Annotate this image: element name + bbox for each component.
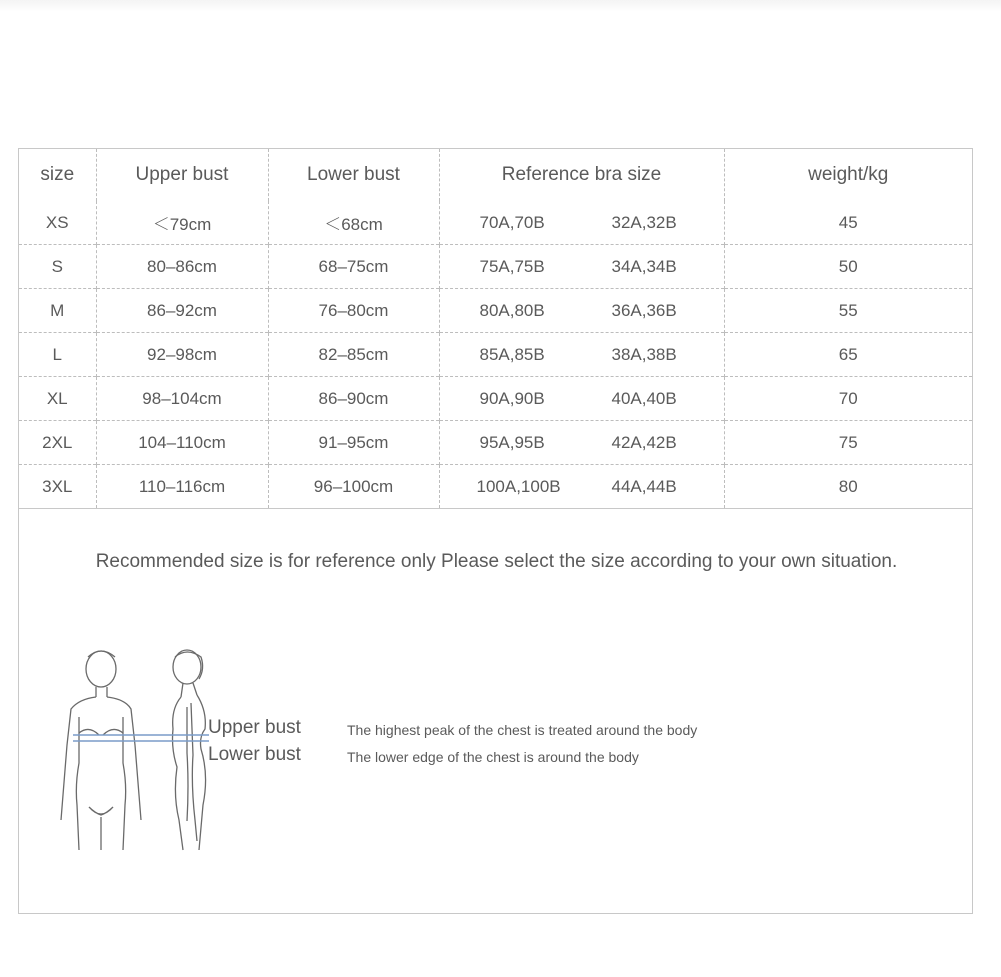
header-lower-bust: Lower bust <box>268 149 439 201</box>
measurement-lines <box>73 735 209 741</box>
lower-bust-description: The lower edge of the chest is around the body <box>347 749 639 765</box>
cell-upper-bust: 98–104cm <box>96 377 268 421</box>
cell-upper-bust: 86–92cm <box>96 289 268 333</box>
bra-size-b: 42A,42B <box>611 432 677 452</box>
table-row <box>19 421 972 465</box>
cell-size: L <box>19 333 96 377</box>
cell-bra-size <box>439 333 724 377</box>
header-upper-bust: Upper bust <box>96 149 268 201</box>
cell-weight: 45 <box>838 212 858 232</box>
bra-size-a: 90A,90B <box>479 388 545 408</box>
cell-bra-size <box>439 465 724 509</box>
bra-size-a: 100A,100B <box>476 476 561 496</box>
cell-bra-size <box>439 201 724 245</box>
cell-size: 2XL <box>19 421 96 465</box>
header-size: size <box>19 149 96 201</box>
table-header-row <box>19 149 972 201</box>
bra-size-a: 70A,70B <box>479 212 545 232</box>
cell-weight: 80 <box>724 465 972 509</box>
cell-lower-bust: 68–75cm <box>268 245 439 289</box>
cell-lower-bust: 76–80cm <box>268 289 439 333</box>
cell-bra-size <box>439 289 724 333</box>
body-measurement-figures <box>59 645 229 853</box>
cell-upper-bust: ＜79cm <box>96 201 268 245</box>
table-row <box>19 465 972 509</box>
header-reference-bra-size: Reference bra size <box>439 149 724 201</box>
bra-size-b: 34A,34B <box>611 256 677 276</box>
cell-size: M <box>19 289 96 333</box>
cell-size: S <box>19 245 96 289</box>
bra-size-a: 75A,75B <box>479 256 545 276</box>
size-note: Recommended size is for reference only Please select the size according to your own situation. <box>95 551 898 572</box>
side-body-figure-icon <box>173 650 206 850</box>
cell-bra-size <box>439 245 724 289</box>
size-chart-frame <box>18 148 973 914</box>
cell-weight: 75 <box>724 421 972 465</box>
cell-size: XL <box>19 377 96 421</box>
cell-lower-bust: 96–100cm <box>268 465 439 509</box>
cell-bra-size <box>439 421 724 465</box>
upper-bust-label: Upper bust <box>208 717 301 738</box>
cell-weight: 65 <box>724 333 972 377</box>
bra-size-a: 85A,85B <box>479 344 545 364</box>
lower-bust-label: Lower bust <box>208 744 301 765</box>
cell-upper-bust: 80–86cm <box>96 245 268 289</box>
bra-size-b: 32A,32B <box>611 212 677 232</box>
cell-size: 3XL <box>19 465 96 509</box>
cell-lower-bust: ＜68cm <box>268 201 439 245</box>
bra-size-b: 44A,44B <box>611 476 677 496</box>
cell-size: XS <box>19 201 96 245</box>
cell-upper-bust: 92–98cm <box>96 333 268 377</box>
bra-size-a: 80A,80B <box>479 300 545 320</box>
cell-weight: 50 <box>724 245 972 289</box>
cell-lower-bust: 91–95cm <box>268 421 439 465</box>
cell-weight: 70 <box>724 377 972 421</box>
size-table <box>19 149 972 509</box>
cell-bra-size <box>439 377 724 421</box>
table-row <box>19 289 972 333</box>
bra-size-b: 38A,38B <box>611 344 677 364</box>
table-row <box>19 333 972 377</box>
header-weight: weight/kg <box>808 164 889 185</box>
cell-upper-bust: 110–116cm <box>96 465 268 509</box>
bra-size-a: 95A,95B <box>479 432 545 452</box>
top-strip <box>0 0 1001 12</box>
cell-weight: 55 <box>724 289 972 333</box>
cell-upper-bust: 104–110cm <box>96 421 268 465</box>
bra-size-b: 40A,40B <box>611 388 677 408</box>
table-row <box>19 245 972 289</box>
bra-size-b: 36A,36B <box>611 300 677 320</box>
upper-bust-description: The highest peak of the chest is treated around the body <box>347 722 698 738</box>
table-row <box>19 201 972 245</box>
front-body-figure-icon <box>61 651 141 850</box>
cell-lower-bust: 82–85cm <box>268 333 439 377</box>
table-row <box>19 377 972 421</box>
cell-lower-bust: 86–90cm <box>268 377 439 421</box>
